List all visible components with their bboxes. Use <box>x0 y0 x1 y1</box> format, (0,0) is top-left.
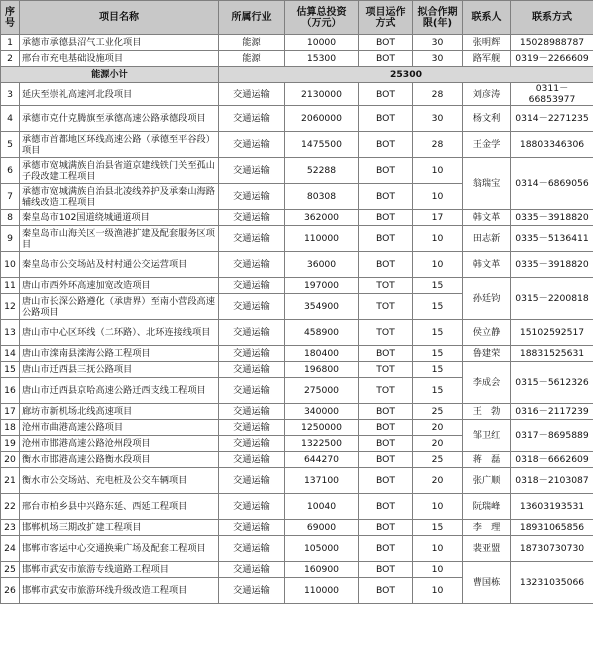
row-name: 唐山市中心区环线（二环路）、北环连接线项目 <box>20 320 219 346</box>
row-period: 10 <box>413 562 463 578</box>
row-mode: BOT <box>359 536 413 562</box>
row-phone: 13603193531 <box>511 494 593 520</box>
table-row <box>1 278 593 294</box>
row-period: 10 <box>413 252 463 278</box>
row-contact: 田志新 <box>463 226 511 252</box>
row-period: 30 <box>413 106 463 132</box>
row-contact: 李 理 <box>463 520 511 536</box>
table-row <box>1 210 593 226</box>
row-phone: 18803346306 <box>511 132 593 158</box>
header-name: 项目名称 <box>20 1 219 35</box>
row-mode: BOT <box>359 520 413 536</box>
row-mode: BOT <box>359 452 413 468</box>
row-name: 沧州市邯港高速公路沧州段项目 <box>20 436 219 452</box>
table-row <box>1 362 593 378</box>
row-contact: 孙廷钧 <box>463 278 511 320</box>
row-industry: 交通运输 <box>219 278 285 294</box>
row-name: 邯郸市武安市旅游环线升级改造工程项目 <box>20 578 219 604</box>
row-mode: BOT <box>359 132 413 158</box>
row-contact: 邹卫红 <box>463 420 511 452</box>
row-industry: 交通运输 <box>219 578 285 604</box>
table-row <box>1 252 593 278</box>
row-no: 7 <box>1 184 20 210</box>
row-period: 28 <box>413 132 463 158</box>
row-industry: 交通运输 <box>219 420 285 436</box>
row-contact: 王金学 <box>463 132 511 158</box>
table-row <box>1 468 593 494</box>
row-contact: 鲁建荣 <box>463 346 511 362</box>
row-period: 10 <box>413 578 463 604</box>
header-mode: 项目运作方式 <box>359 1 413 35</box>
row-no: 21 <box>1 468 20 494</box>
row-mode: BOT <box>359 83 413 106</box>
table-row <box>1 106 593 132</box>
row-period: 28 <box>413 83 463 106</box>
table-row <box>1 452 593 468</box>
row-contact: 张明辉 <box>463 35 511 51</box>
row-no: 10 <box>1 252 20 278</box>
table-row <box>1 536 593 562</box>
row-industry: 交通运输 <box>219 106 285 132</box>
row-contact: 曹国栋 <box>463 562 511 604</box>
row-no: 3 <box>1 83 20 106</box>
row-investment: 10040 <box>285 494 359 520</box>
row-phone: 0319－2266609 <box>511 51 593 67</box>
row-investment: 1322500 <box>285 436 359 452</box>
row-mode: BOT <box>359 226 413 252</box>
row-industry: 交通运输 <box>219 226 285 252</box>
row-mode: BOT <box>359 346 413 362</box>
row-mode: TOT <box>359 320 413 346</box>
row-no: 23 <box>1 520 20 536</box>
row-no: 8 <box>1 210 20 226</box>
header-period: 拟合作期限(年) <box>413 1 463 35</box>
table-row <box>1 404 593 420</box>
row-contact: 韩文革 <box>463 252 511 278</box>
table-row <box>1 420 593 436</box>
row-mode: BOT <box>359 436 413 452</box>
row-contact: 刘彦涛 <box>463 83 511 106</box>
row-mode: BOT <box>359 184 413 210</box>
row-investment: 36000 <box>285 252 359 278</box>
row-period: 15 <box>413 362 463 378</box>
row-industry: 交通运输 <box>219 184 285 210</box>
row-investment: 69000 <box>285 520 359 536</box>
row-mode: BOT <box>359 578 413 604</box>
row-phone: 0316－2117239 <box>511 404 593 420</box>
row-investment: 80308 <box>285 184 359 210</box>
table-row <box>1 562 593 578</box>
row-no: 4 <box>1 106 20 132</box>
row-name: 唐山市长深公路遵化（承唐界）至南小营段高速公路项目 <box>20 294 219 320</box>
row-industry: 交通运输 <box>219 520 285 536</box>
row-contact: 翁瑞宝 <box>463 158 511 210</box>
row-period: 15 <box>413 320 463 346</box>
row-contact: 杨文利 <box>463 106 511 132</box>
row-contact: 侯立静 <box>463 320 511 346</box>
row-mode: BOT <box>359 468 413 494</box>
row-period: 20 <box>413 436 463 452</box>
row-investment: 137100 <box>285 468 359 494</box>
row-mode: BOT <box>359 158 413 184</box>
row-industry: 交通运输 <box>219 83 285 106</box>
row-name: 邯郸机场三期改扩建工程项目 <box>20 520 219 536</box>
row-no: 15 <box>1 362 20 378</box>
table-body <box>1 83 593 604</box>
row-phone: 15028988787 <box>511 35 593 51</box>
row-no: 5 <box>1 132 20 158</box>
table-row <box>1 494 593 520</box>
row-no: 16 <box>1 378 20 404</box>
row-investment: 110000 <box>285 578 359 604</box>
row-industry: 交通运输 <box>219 562 285 578</box>
row-investment: 160900 <box>285 562 359 578</box>
header-no: 序号 <box>1 1 20 35</box>
row-phone: 0318－2103087 <box>511 468 593 494</box>
row-industry: 交通运输 <box>219 132 285 158</box>
row-name: 邯郸市客运中心交通换乘广场及配套工程项目 <box>20 536 219 562</box>
table-row <box>1 83 593 106</box>
row-contact: 蒋 磊 <box>463 452 511 468</box>
row-phone: 13231035066 <box>511 562 593 604</box>
row-name: 承德市宽城满族自治县省道京建线铁门关至孤山子段改建工程项目 <box>20 158 219 184</box>
row-investment: 1475500 <box>285 132 359 158</box>
row-period: 20 <box>413 468 463 494</box>
subtotal-value: 25300 <box>219 67 593 83</box>
row-phone: 0315－5612326 <box>511 362 593 404</box>
row-phone: 0315－2200818 <box>511 278 593 320</box>
row-no: 13 <box>1 320 20 346</box>
table-row <box>1 35 593 51</box>
row-investment: 275000 <box>285 378 359 404</box>
row-phone: 0317－8695889 <box>511 420 593 452</box>
row-period: 25 <box>413 404 463 420</box>
row-mode: BOT <box>359 420 413 436</box>
row-industry: 交通运输 <box>219 404 285 420</box>
row-phone: 0311－66853977 <box>511 83 593 106</box>
row-phone: 15102592517 <box>511 320 593 346</box>
row-name: 衡水市邯港高速公路衡水段项目 <box>20 452 219 468</box>
row-mode: BOT <box>359 210 413 226</box>
row-phone: 0314－6869056 <box>511 158 593 210</box>
table-row <box>1 132 593 158</box>
row-mode: TOT <box>359 378 413 404</box>
row-no: 25 <box>1 562 20 578</box>
row-period: 15 <box>413 520 463 536</box>
row-period: 30 <box>413 35 463 51</box>
row-industry: 交通运输 <box>219 536 285 562</box>
row-industry: 交通运输 <box>219 346 285 362</box>
subtotal-row <box>1 67 593 83</box>
row-no: 19 <box>1 436 20 452</box>
row-name: 廊坊市新机场北线高速项目 <box>20 404 219 420</box>
row-period: 15 <box>413 278 463 294</box>
row-phone: 0335－3918820 <box>511 252 593 278</box>
row-mode: BOT <box>359 562 413 578</box>
row-investment: 197000 <box>285 278 359 294</box>
header-phone: 联系方式 <box>511 1 593 35</box>
row-name: 邢台市柏乡县中兴路东延、西延工程项目 <box>20 494 219 520</box>
row-mode: TOT <box>359 362 413 378</box>
subtotal-label: 能源小计 <box>1 67 219 83</box>
row-name: 承德市克什克腾旗至承德高速公路承德段项目 <box>20 106 219 132</box>
row-name: 沧州市曲港高速公路项目 <box>20 420 219 436</box>
row-period: 10 <box>413 158 463 184</box>
row-investment: 2060000 <box>285 106 359 132</box>
row-investment: 180400 <box>285 346 359 362</box>
row-industry: 能源 <box>219 35 285 51</box>
row-no: 9 <box>1 226 20 252</box>
row-industry: 交通运输 <box>219 158 285 184</box>
row-no: 6 <box>1 158 20 184</box>
header-row <box>1 1 593 35</box>
row-period: 10 <box>413 226 463 252</box>
row-no: 11 <box>1 278 20 294</box>
row-industry: 交通运输 <box>219 436 285 452</box>
row-mode: BOT <box>359 106 413 132</box>
row-period: 15 <box>413 346 463 362</box>
row-investment: 362000 <box>285 210 359 226</box>
row-industry: 交通运输 <box>219 294 285 320</box>
row-mode: BOT <box>359 51 413 67</box>
row-name: 承德市承德县沼气工业化项目 <box>20 35 219 51</box>
row-investment: 52288 <box>285 158 359 184</box>
row-industry: 交通运输 <box>219 452 285 468</box>
row-industry: 交通运输 <box>219 210 285 226</box>
header-investment: 估算总投资（万元） <box>285 1 359 35</box>
row-mode: BOT <box>359 35 413 51</box>
row-name: 唐山市迁西县三抚公路项目 <box>20 362 219 378</box>
row-phone: 0314－2271235 <box>511 106 593 132</box>
row-no: 26 <box>1 578 20 604</box>
row-phone: 18931065856 <box>511 520 593 536</box>
row-contact: 王 勃 <box>463 404 511 420</box>
row-name: 衡水市公交场站、充电桩及公交车辆项目 <box>20 468 219 494</box>
row-name: 邢台市充电基础设施项目 <box>20 51 219 67</box>
row-contact: 路军舰 <box>463 51 511 67</box>
row-period: 30 <box>413 51 463 67</box>
row-mode: BOT <box>359 404 413 420</box>
header-industry: 所属行业 <box>219 1 285 35</box>
table-row <box>1 226 593 252</box>
row-no: 18 <box>1 420 20 436</box>
row-period: 10 <box>413 536 463 562</box>
row-period: 15 <box>413 378 463 404</box>
row-mode: BOT <box>359 252 413 278</box>
row-no: 17 <box>1 404 20 420</box>
row-no: 24 <box>1 536 20 562</box>
row-name: 邯郸市武安市旅游专线道路工程项目 <box>20 562 219 578</box>
row-investment: 15300 <box>285 51 359 67</box>
row-period: 20 <box>413 420 463 436</box>
row-period: 10 <box>413 184 463 210</box>
row-industry: 交通运输 <box>219 494 285 520</box>
row-period: 25 <box>413 452 463 468</box>
table-row <box>1 158 593 184</box>
row-name: 秦皇岛市102国道绕城通道项目 <box>20 210 219 226</box>
row-investment: 1250000 <box>285 420 359 436</box>
table-row <box>1 51 593 67</box>
row-no: 1 <box>1 35 20 51</box>
row-name: 唐山市迁西县京哈高速公路迁西支线工程项目 <box>20 378 219 404</box>
row-investment: 354900 <box>285 294 359 320</box>
row-investment: 340000 <box>285 404 359 420</box>
row-no: 2 <box>1 51 20 67</box>
row-no: 14 <box>1 346 20 362</box>
row-mode: TOT <box>359 278 413 294</box>
row-no: 22 <box>1 494 20 520</box>
row-name: 秦皇岛市山海关区一级渔港扩建及配套服务区项目 <box>20 226 219 252</box>
header-contact: 联系人 <box>463 1 511 35</box>
table-row <box>1 320 593 346</box>
row-industry: 交通运输 <box>219 252 285 278</box>
row-investment: 110000 <box>285 226 359 252</box>
row-investment: 10000 <box>285 35 359 51</box>
row-industry: 交通运输 <box>219 362 285 378</box>
row-period: 15 <box>413 294 463 320</box>
row-name: 秦皇岛市公交场站及村村通公交运营项目 <box>20 252 219 278</box>
row-phone: 18730730730 <box>511 536 593 562</box>
row-name: 承德市宽城满族自治县北凌线养护及承秦山海路辅线改造工程项目 <box>20 184 219 210</box>
row-industry: 交通运输 <box>219 378 285 404</box>
row-name: 承德市首都地区环线高速公路（承德至平谷段）项目 <box>20 132 219 158</box>
row-contact: 阮瑞峰 <box>463 494 511 520</box>
row-name: 唐山市滦南县滦海公路工程项目 <box>20 346 219 362</box>
row-industry: 交通运输 <box>219 320 285 346</box>
row-phone: 18831525631 <box>511 346 593 362</box>
table-row <box>1 520 593 536</box>
row-phone: 0335－5136411 <box>511 226 593 252</box>
row-investment: 644270 <box>285 452 359 468</box>
row-industry: 交通运输 <box>219 468 285 494</box>
table-row <box>1 346 593 362</box>
row-contact: 韩文革 <box>463 210 511 226</box>
row-no: 12 <box>1 294 20 320</box>
row-contact: 裴亚盟 <box>463 536 511 562</box>
row-contact: 张广顺 <box>463 468 511 494</box>
row-investment: 196800 <box>285 362 359 378</box>
row-no: 20 <box>1 452 20 468</box>
row-phone: 0335－3918820 <box>511 210 593 226</box>
row-period: 10 <box>413 494 463 520</box>
row-investment: 2130000 <box>285 83 359 106</box>
row-name: 唐山市西外环高速加宽改造项目 <box>20 278 219 294</box>
row-mode: BOT <box>359 494 413 520</box>
row-name: 延庆至崇礼高速河北段项目 <box>20 83 219 106</box>
row-investment: 458900 <box>285 320 359 346</box>
row-phone: 0318－6662609 <box>511 452 593 468</box>
row-period: 17 <box>413 210 463 226</box>
row-contact: 李成会 <box>463 362 511 404</box>
row-industry: 能源 <box>219 51 285 67</box>
row-investment: 105000 <box>285 536 359 562</box>
row-mode: TOT <box>359 294 413 320</box>
